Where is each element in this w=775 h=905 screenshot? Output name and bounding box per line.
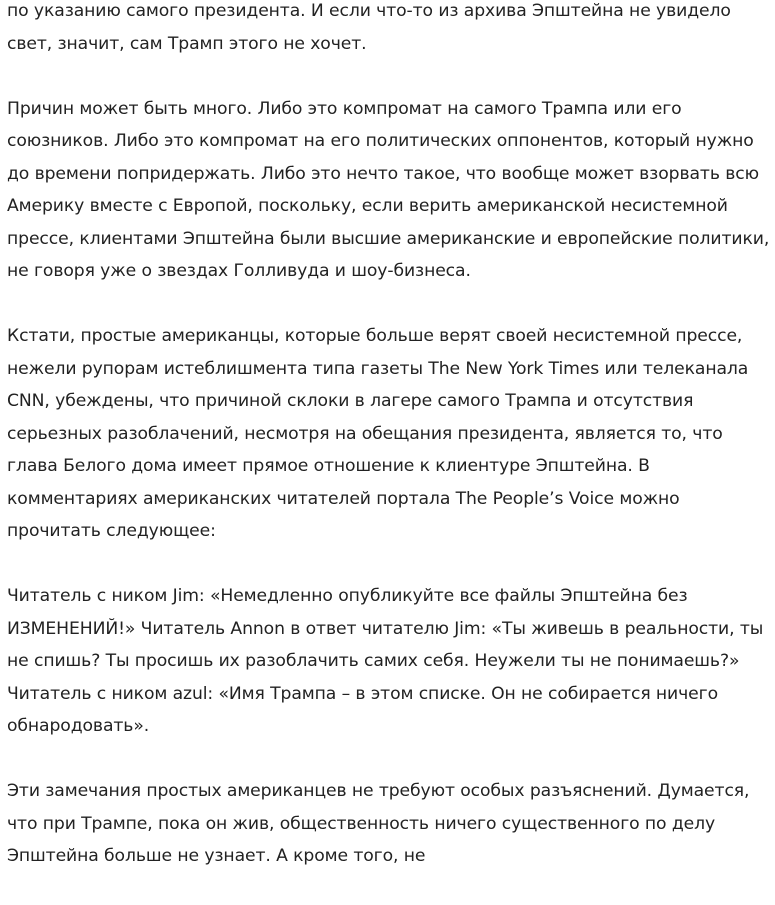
article-body xyxy=(7,0,773,905)
article-paragraph: по указанию самого президента. И если что-то из архива Эпштейна не увидело свет, значит, сам Трамп этого не хочет. xyxy=(7,1,731,54)
article-paragraph: Читатель с ником Jim: «Немедленно опубликуйте все файлы Эпштейна без ИЗМЕНЕНИЙ!» Читатель Annon в ответ читателю Jim: «Ты живешь в реальности, ты не спишь? Ты просишь их разоблачить самих себя. Неужели ты не понимаешь?» Читатель с ником azul: «Имя Трампа – в этом списке. Он не собирается ничего обнародовать». xyxy=(7,586,764,736)
article-paragraph: Причин может быть много. Либо это компромат на самого Трампа или его союзников. Либо это компромат на его политических оппонентов, который нужно до времени попридержать. Либо это нечто такое, что вообще может взорвать всю Америку вместе с Европой, поскольку, если верить американской несистемной прессе, клиентами Эпштейна были высшие американские и европейские политики, не говоря уже о звездах Голливуда и шоу-бизнеса. xyxy=(7,98,770,281)
article-paragraph: Эти замечания простых американцев не требуют особых разъяснений. Думается, что при Трампе, пока он жив, общественность ничего существенного по делу Эпштейна больше не узнает. А кроме того, не xyxy=(7,781,750,866)
article-paragraph: Кстати, простые американцы, которые больше верят своей несистемной прессе, нежели рупорам истеблишмента типа газеты The New York Times или телеканала CNN, убеждены, что причиной склоки в лагере самого Трампа и отсутствия серьезных разоблачений, несмотря на обещания президента, является то, что глава Белого дома имеет прямое отношение к клиентуре Эпштейна. В комментариях американских читателей портала The People’s Voice можно прочитать следующее: xyxy=(7,326,749,541)
